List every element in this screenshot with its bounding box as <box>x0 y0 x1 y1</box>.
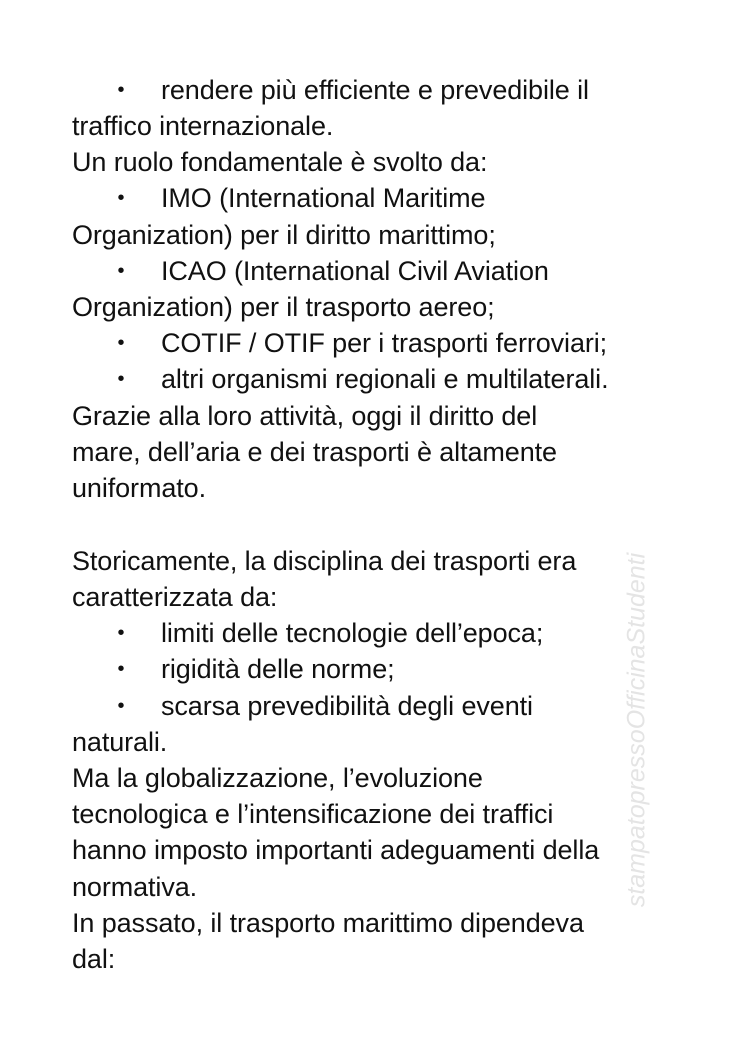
bullet-item: ICAO (International Civil Aviation <box>161 256 549 286</box>
text-line: tecnologica e l’intensificazione dei traffici <box>72 799 554 829</box>
text-line: dal: <box>72 944 116 974</box>
text-line: In passato, il trasporto marittimo dipendeva <box>72 908 584 938</box>
bullet-marker: • <box>117 332 125 354</box>
bullet-item: limiti delle tecnologie dell’epoca; <box>161 618 544 648</box>
bullet-item: COTIF / OTIF per i trasporti ferroviari; <box>161 328 608 358</box>
bullet-marker: • <box>117 260 125 282</box>
text-line: traffico internazionale. <box>72 111 334 141</box>
text-line: Organization) per il trasporto aereo; <box>72 292 495 322</box>
text-line: Organization) per il diritto marittimo; <box>72 220 496 250</box>
bullet-item: altri organismi regionali e multilaterali. <box>161 364 609 394</box>
bullet-item: rendere più efficiente e prevedibile il <box>161 75 589 105</box>
bullet-marker: • <box>117 187 125 209</box>
text-line: Grazie alla loro attività, oggi il diritto del <box>72 401 538 431</box>
text-line: normativa. <box>72 872 198 902</box>
bullet-marker: • <box>117 368 125 390</box>
bullet-marker: • <box>117 622 125 644</box>
bullet-marker: • <box>117 79 125 101</box>
bullet-item: scarsa prevedibilità degli eventi <box>161 691 533 721</box>
text-line: hanno imposto importanti adeguamenti della <box>72 835 600 865</box>
text-line: uniformato. <box>72 473 206 503</box>
bullet-marker: • <box>117 695 125 717</box>
text-line: Un ruolo fondamentale è svolto da: <box>72 147 488 177</box>
text-line: mare, dell’aria e dei trasporti è altamente <box>72 437 557 467</box>
bullet-marker: • <box>117 658 125 680</box>
text-line: Storicamente, la disciplina dei trasporti era <box>72 546 577 576</box>
bullet-item: rigidità delle norme; <box>161 654 395 684</box>
bullet-item: IMO (International Maritime <box>161 183 486 213</box>
text-line: naturali. <box>72 727 168 757</box>
text-line: Ma la globalizzazione, l’evoluzione <box>72 763 483 793</box>
watermark-text: stampatopressoOfficinaStudenti <box>622 552 651 908</box>
text-line: caratterizzata da: <box>72 582 278 612</box>
